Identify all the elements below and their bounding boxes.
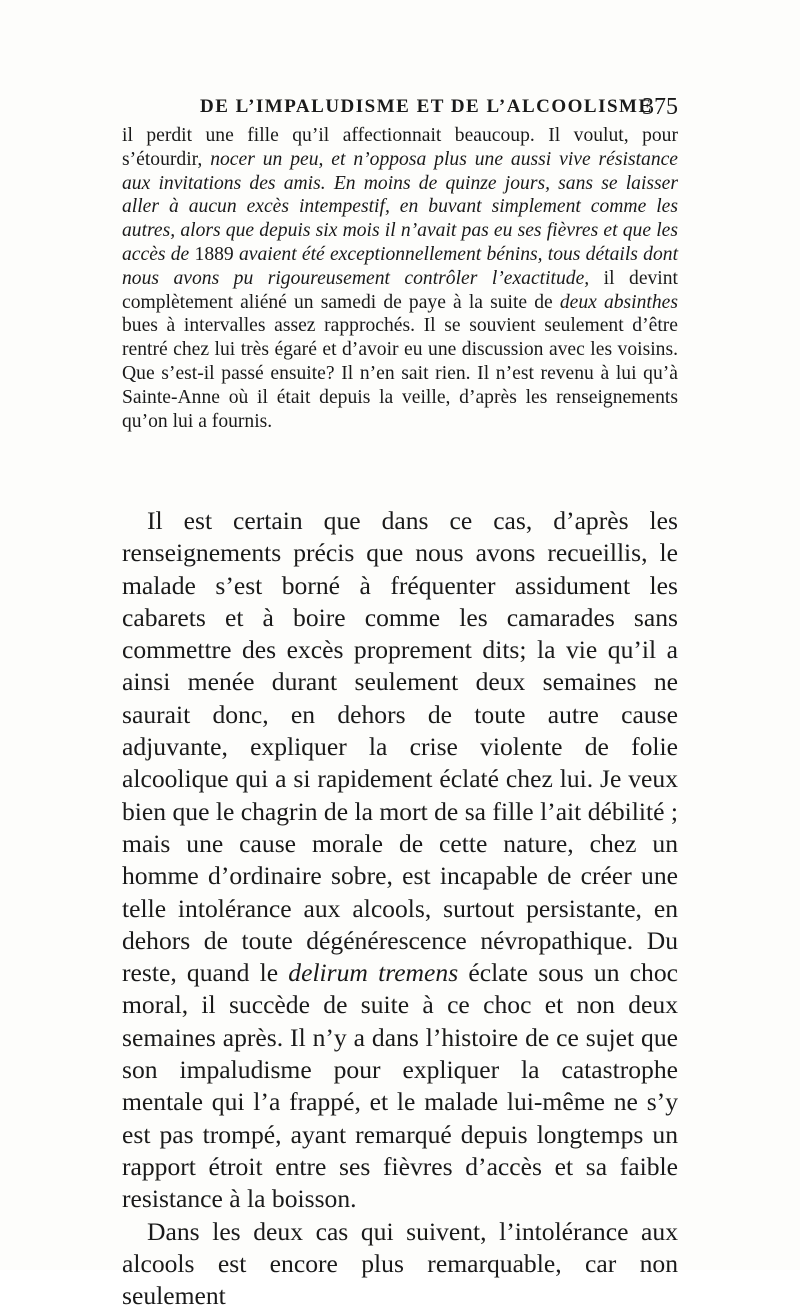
text-run: Il est certain que dans ce cas, d’après les renseignements précis que nous avons recueillis, le malade s’est borné à fréquenter assidument les cabarets et à boire comme les camarades sans commettre des excès proprement dits; la vie qu’il a ainsi menée durant seulement deux semaines ne saurait donc, en dehors de toute autre cause adjuvante, expliquer la crise violente de folie alcoolique qui a si rapidement éclaté chez lui. Je veux bien que le chagrin de la mort de sa fille l’ait débilité ; mais une cause morale de cette nature, chez un homme d’ordinaire sobre, est incapable de créer une telle intolérance aux alcools, surtout persistante, en dehors de toute dégénérescence névropathique. Du reste, quand le	[122, 506, 678, 988]
text-run: il perdit une fille qu’il affectionnait beaucoup. Il voulut, pour s’étourdir,	[122, 125, 678, 170]
small-print-block	[122, 124, 678, 433]
paragraph	[122, 505, 678, 1216]
text-run: il devint complètement aliéné un samedi de paye à la suite de	[122, 267, 678, 313]
italic-run: delirum tremens	[288, 958, 459, 988]
running-head: DE L’IMPALUDISME ET DE L’ALCOOLISME	[200, 96, 653, 117]
paragraph	[122, 1216, 678, 1312]
italic-run: avaient été exceptionnellement bénins, tous détails dont nous avons pu rigoureusement contrôler l’exactitude,	[122, 243, 679, 289]
page-header	[120, 94, 680, 126]
text-run: 1889	[189, 243, 239, 265]
text-run: éclate sous un choc moral, il succède de suite à ce choc et non deux semaines après. Il n’y a dans l’histoire de ce sujet que son impaludisme pour expliquer la catastrophe mentale qui l’a frappé, et le malade lui-même ne s’y est pas trompé, ayant remarqué depuis longtemps un rapport étroit entre ses fièvres d’accès et sa faible resistance à la boisson.	[122, 958, 678, 1214]
text-run: bues à intervalles assez rapprochés. Il se souvient seulement d’être rentré chez lui très égaré et d’avoir eu une discussion avec les voisins. Que s’est-il passé ensuite? Il n’en sait rien. Il n’est revenu à lui qu’à Sainte-Anne où il était depuis la veille, d’après les renseignements qu’on lui a fournis.	[122, 315, 678, 432]
italic-run: nocer un peu, et n’opposa plus une aussi vive résistance aux invitations des amis. En moins de quinze jours, sans se laisser aller à aucun excès intempestif, en buvant simplement comme les autres, alors que depuis six mois il n’avait pas eu ses fièvres et que les accès de	[122, 148, 679, 265]
text-run: Dans les deux cas qui suivent, l’intolérance aux alcools est encore plus remarquable, car non seulement	[122, 1216, 678, 1311]
italic-run: deux absinthes	[559, 291, 678, 313]
paragraph	[122, 124, 678, 433]
page-number: 375	[642, 94, 678, 120]
body-text-block	[122, 505, 678, 1312]
